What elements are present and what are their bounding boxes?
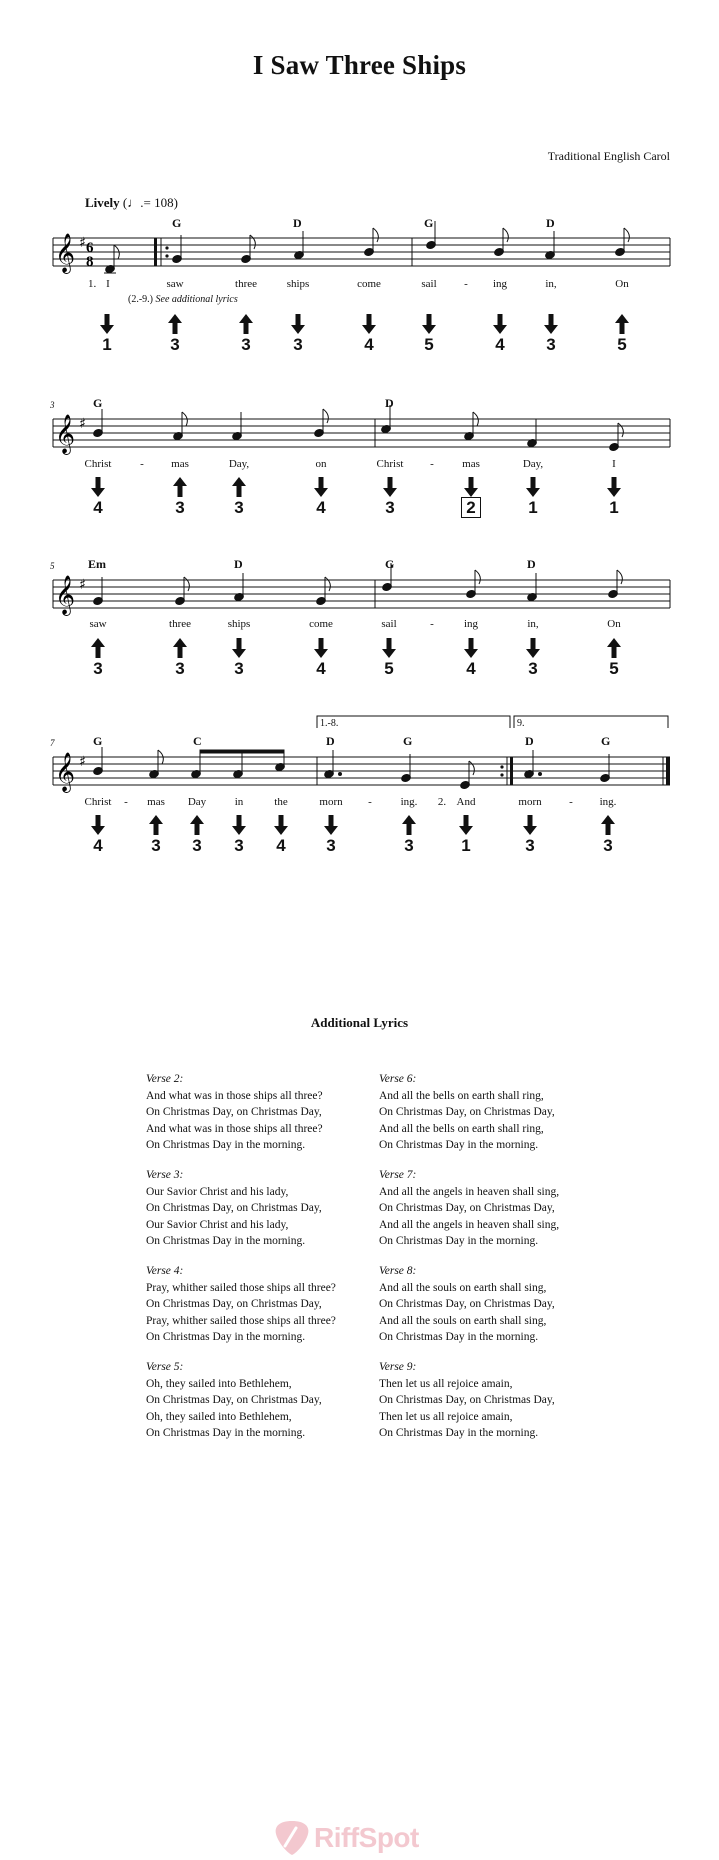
draw-hole-indicator bbox=[231, 314, 261, 354]
verse-line: Then let us all rejoice amain, bbox=[379, 1377, 513, 1390]
draw-hole-indicator bbox=[160, 314, 190, 354]
hole-number: 4 bbox=[466, 659, 476, 678]
draw-hole-indicator bbox=[165, 638, 195, 678]
verse-line: And what was in those ships all three? bbox=[146, 1089, 323, 1102]
svg-text:𝄞: 𝄞 bbox=[55, 414, 76, 454]
tempo-bpm: = 108 bbox=[143, 195, 174, 210]
hole-number: 3 bbox=[234, 498, 244, 517]
draw-arrow-icon bbox=[394, 815, 424, 835]
lyric-syllable: Day bbox=[187, 796, 207, 808]
hole-number: 5 bbox=[609, 659, 619, 678]
hole-number: 2 bbox=[456, 499, 486, 517]
lyric-syllable: Christ bbox=[84, 796, 112, 808]
lyric-syllable: mas bbox=[147, 796, 165, 808]
blow-arrow-icon bbox=[306, 638, 336, 658]
watermark-text: RiffSpot bbox=[314, 1822, 419, 1853]
verse-line: On Christmas Day, on Christmas Day, bbox=[146, 1106, 322, 1118]
lyric-syllable: mas bbox=[171, 458, 189, 470]
first-ending-label: 1.-8. bbox=[320, 718, 339, 729]
hole-number: 4 bbox=[276, 836, 286, 855]
blow-hole-indicator bbox=[456, 638, 486, 678]
verse-line: On Christmas Day in the morning. bbox=[146, 1235, 306, 1247]
blow-hole-indicator bbox=[224, 638, 254, 678]
lyric-syllable: ing. bbox=[400, 796, 418, 808]
lyric-syllable: saw bbox=[166, 278, 184, 290]
guitar-pick-icon bbox=[272, 1818, 312, 1858]
draw-hole-indicator bbox=[165, 477, 195, 517]
verse-block bbox=[146, 1359, 322, 1442]
blow-hole-indicator bbox=[518, 477, 548, 517]
hole-number: 3 bbox=[525, 836, 535, 855]
verse-line: And all the bells on earth shall ring, bbox=[379, 1122, 544, 1135]
verse-line: On Christmas Day in the morning. bbox=[379, 1235, 539, 1247]
verse-label: Verse 6: bbox=[379, 1073, 417, 1085]
verse-line: And all the angels in heaven shall sing, bbox=[379, 1218, 560, 1231]
lyric-syllable: On bbox=[607, 618, 621, 630]
lyric-syllable: morn bbox=[518, 796, 542, 808]
svg-text:♯: ♯ bbox=[79, 577, 86, 593]
chord-symbol: D bbox=[525, 734, 534, 748]
blow-arrow-icon bbox=[83, 477, 113, 497]
hole-number: 3 bbox=[175, 659, 185, 678]
svg-text:𝄞: 𝄞 bbox=[55, 575, 76, 615]
draw-arrow-icon bbox=[182, 815, 212, 835]
hole-number: 1 bbox=[461, 836, 471, 855]
draw-arrow-icon bbox=[607, 314, 637, 334]
svg-text:♯: ♯ bbox=[79, 754, 86, 770]
verse-line: On Christmas Day, on Christmas Day, bbox=[146, 1202, 322, 1214]
verse-block bbox=[146, 1167, 322, 1250]
svg-text:6: 6 bbox=[86, 240, 94, 256]
blow-hole-indicator bbox=[451, 815, 481, 855]
blow-hole-indicator bbox=[414, 314, 444, 354]
hole-number: 3 bbox=[151, 836, 161, 855]
blow-arrow-icon bbox=[518, 477, 548, 497]
blow-arrow-icon bbox=[456, 477, 486, 497]
lyric-hyphen: - bbox=[430, 618, 434, 630]
blow-arrow-icon bbox=[375, 477, 405, 497]
lyric-syllable: in, bbox=[545, 278, 557, 290]
blow-hole-indicator bbox=[83, 815, 113, 855]
lyric-syllable: the bbox=[274, 796, 288, 808]
blow-arrow-icon bbox=[224, 815, 254, 835]
verse-line: Pray, whither sailed those ships all three? bbox=[146, 1314, 336, 1327]
blow-arrow-icon bbox=[515, 815, 545, 835]
lyric-syllable: ing bbox=[463, 618, 479, 630]
lyric-syllable: morn bbox=[319, 796, 343, 808]
hole-number: 5 bbox=[617, 335, 627, 354]
chord-symbol: G bbox=[93, 396, 103, 410]
draw-arrow-icon bbox=[165, 638, 195, 658]
lyric-syllable: On bbox=[615, 278, 629, 290]
draw-arrow-icon bbox=[83, 638, 113, 658]
verse-line: And all the souls on earth shall sing, bbox=[379, 1314, 547, 1327]
verse-label: Verse 3: bbox=[146, 1169, 184, 1181]
verse-line: Our Savior Christ and his lady, bbox=[146, 1218, 289, 1231]
verse-line: And all the bells on earth shall ring, bbox=[379, 1089, 544, 1102]
blow-hole-indicator bbox=[375, 477, 405, 517]
lyric-syllable: on bbox=[315, 458, 327, 470]
verse-block bbox=[379, 1167, 559, 1250]
lyric-hyphen: - bbox=[464, 278, 468, 290]
second-ending-label: 9. bbox=[517, 718, 525, 729]
chord-symbol: G bbox=[172, 216, 182, 230]
verse-line: On Christmas Day in the morning. bbox=[146, 1331, 306, 1343]
hole-number: 3 bbox=[546, 335, 556, 354]
lyric-syllable: in, bbox=[527, 618, 539, 630]
hole-number: 1 bbox=[528, 498, 538, 517]
see-lyrics-note: See additional lyrics bbox=[155, 294, 238, 305]
lyric-syllable: I bbox=[612, 458, 616, 470]
verse-label: Verse 8: bbox=[379, 1265, 417, 1277]
blow-arrow-icon bbox=[92, 314, 122, 334]
chord-symbol: Em bbox=[88, 557, 106, 571]
svg-text:♯: ♯ bbox=[79, 416, 86, 432]
blow-arrow-icon bbox=[451, 815, 481, 835]
verse-line: Oh, they sailed into Bethlehem, bbox=[146, 1377, 292, 1390]
draw-arrow-icon bbox=[165, 477, 195, 497]
hole-number: 3 bbox=[93, 659, 103, 678]
verse-line: On Christmas Day in the morning. bbox=[379, 1139, 539, 1151]
hole-number: 3 bbox=[234, 659, 244, 678]
verse-line: On Christmas Day, on Christmas Day, bbox=[379, 1202, 555, 1214]
chord-symbol: G bbox=[403, 734, 413, 748]
lyric-syllable: saw bbox=[89, 618, 107, 630]
bar-number: 7 bbox=[50, 738, 55, 748]
lyric-syllable: ships bbox=[286, 278, 310, 290]
verse-line: On Christmas Day, on Christmas Day, bbox=[379, 1298, 555, 1310]
verse-line: On Christmas Day in the morning. bbox=[146, 1427, 306, 1439]
hole-number: 4 bbox=[316, 498, 326, 517]
draw-arrow-icon bbox=[224, 477, 254, 497]
verse-number: 1. bbox=[88, 278, 97, 290]
bar-number: 5 bbox=[50, 561, 55, 571]
lyric-syllable: ing bbox=[492, 278, 508, 290]
verse-line: Our Savior Christ and his lady, bbox=[146, 1185, 289, 1198]
chord-symbol: G bbox=[601, 734, 611, 748]
verse-number: 2. bbox=[437, 796, 447, 808]
verse-line: On Christmas Day, on Christmas Day, bbox=[146, 1298, 322, 1310]
draw-arrow-icon bbox=[599, 638, 629, 658]
blow-hole-indicator bbox=[306, 477, 336, 517]
verse-block bbox=[146, 1071, 323, 1154]
blow-arrow-icon bbox=[316, 815, 346, 835]
blow-arrow-icon bbox=[306, 477, 336, 497]
hole-number: 4 bbox=[93, 836, 103, 855]
hole-number: 3 bbox=[170, 335, 180, 354]
draw-hole-indicator bbox=[607, 314, 637, 354]
verse-block bbox=[379, 1263, 555, 1346]
blow-hole-indicator bbox=[456, 477, 486, 517]
blow-hole-indicator bbox=[599, 477, 629, 517]
lyric-hyphen: - bbox=[140, 458, 144, 470]
hole-number: 3 bbox=[234, 836, 244, 855]
verse-line: Pray, whither sailed those ships all three? bbox=[146, 1281, 336, 1294]
blow-hole-indicator bbox=[316, 815, 346, 855]
blow-hole-indicator bbox=[485, 314, 515, 354]
verse-block bbox=[379, 1071, 555, 1154]
lyric-hyphen: - bbox=[569, 796, 573, 808]
additional-lyrics-title: Additional Lyrics bbox=[310, 1015, 409, 1030]
blow-hole-indicator bbox=[283, 314, 313, 354]
blow-arrow-icon bbox=[599, 477, 629, 497]
blow-arrow-icon bbox=[83, 815, 113, 835]
verse-label: Verse 9: bbox=[379, 1361, 417, 1373]
hole-number: 5 bbox=[384, 659, 394, 678]
hole-number: 3 bbox=[241, 335, 251, 354]
chord-symbol: D bbox=[234, 557, 243, 571]
lyric-syllable: three bbox=[235, 278, 257, 290]
blow-hole-indicator bbox=[515, 815, 545, 855]
hole-number: 5 bbox=[424, 335, 434, 354]
draw-hole-indicator bbox=[141, 815, 171, 855]
verse-block bbox=[146, 1263, 336, 1346]
draw-arrow-icon bbox=[141, 815, 171, 835]
blow-arrow-icon bbox=[518, 638, 548, 658]
verse-line: On Christmas Day in the morning. bbox=[379, 1427, 539, 1439]
hole-number: 3 bbox=[175, 498, 185, 517]
verse-line: On Christmas Day, on Christmas Day, bbox=[146, 1394, 322, 1406]
svg-text:𝄞: 𝄞 bbox=[55, 752, 76, 792]
lyric-syllable: come bbox=[357, 278, 381, 290]
verse-line: And all the souls on earth shall sing, bbox=[379, 1281, 547, 1294]
chord-symbol: C bbox=[193, 734, 202, 748]
draw-hole-indicator bbox=[394, 815, 424, 855]
svg-text:♯: ♯ bbox=[79, 235, 86, 251]
tempo-marking: Lively (♩.= 108) bbox=[85, 195, 178, 210]
verse-line: On Christmas Day, on Christmas Day, bbox=[379, 1394, 555, 1406]
blow-arrow-icon bbox=[536, 314, 566, 334]
hole-number: 1 bbox=[609, 498, 619, 517]
verse-label: Verse 2: bbox=[146, 1073, 184, 1085]
blow-arrow-icon bbox=[224, 638, 254, 658]
hole-number: 3 bbox=[385, 498, 395, 517]
verse-line: On Christmas Day in the morning. bbox=[146, 1139, 306, 1151]
blow-hole-indicator bbox=[374, 638, 404, 678]
blow-arrow-icon bbox=[485, 314, 515, 334]
blow-arrow-icon bbox=[354, 314, 384, 334]
chord-symbol: D bbox=[385, 396, 394, 410]
song-title: I Saw Three Ships bbox=[252, 50, 467, 80]
verse-block bbox=[379, 1359, 555, 1442]
verse-range: (2.-9.) bbox=[128, 294, 153, 305]
tempo-word: Lively bbox=[85, 195, 120, 210]
blow-arrow-icon bbox=[456, 638, 486, 658]
lyric-hyphen: - bbox=[368, 796, 372, 808]
chord-symbol: D bbox=[326, 734, 335, 748]
blow-hole-indicator bbox=[306, 638, 336, 678]
chord-symbol: G bbox=[93, 734, 103, 748]
hole-number: 4 bbox=[364, 335, 374, 354]
blow-hole-indicator bbox=[83, 477, 113, 517]
hole-number: 3 bbox=[528, 659, 538, 678]
draw-hole-indicator bbox=[83, 638, 113, 678]
blow-hole-indicator bbox=[92, 314, 122, 354]
verse-label: Verse 7: bbox=[379, 1169, 417, 1181]
draw-hole-indicator bbox=[224, 477, 254, 517]
verse-line: Then let us all rejoice amain, bbox=[379, 1410, 513, 1423]
hole-number: 3 bbox=[293, 335, 303, 354]
lyric-syllable: Christ bbox=[376, 458, 404, 470]
verse-label: Verse 4: bbox=[146, 1265, 184, 1277]
draw-arrow-icon bbox=[160, 314, 190, 334]
verse-line: On Christmas Day, on Christmas Day, bbox=[379, 1106, 555, 1118]
riffspot-watermark bbox=[272, 1818, 452, 1858]
chord-symbol: D bbox=[293, 216, 302, 230]
blow-hole-indicator bbox=[224, 815, 254, 855]
lyric-hyphen: - bbox=[430, 458, 434, 470]
lyric-syllable: Christ bbox=[84, 458, 112, 470]
verse-line: On Christmas Day in the morning. bbox=[379, 1331, 539, 1343]
verse-line: Oh, they sailed into Bethlehem, bbox=[146, 1410, 292, 1423]
svg-text:𝄞: 𝄞 bbox=[55, 233, 76, 273]
lyric-syllable: three bbox=[169, 618, 191, 630]
blow-arrow-icon bbox=[414, 314, 444, 334]
hole-number: 3 bbox=[404, 836, 414, 855]
chord-symbol: G bbox=[385, 557, 395, 571]
lyric-syllable: mas bbox=[462, 458, 480, 470]
bar-number: 3 bbox=[50, 400, 55, 410]
lyric-syllable: in bbox=[234, 796, 244, 808]
verse-line: And what was in those ships all three? bbox=[146, 1122, 323, 1135]
hole-number: 4 bbox=[495, 335, 505, 354]
chord-symbol: D bbox=[546, 216, 555, 230]
draw-arrow-icon bbox=[231, 314, 261, 334]
blow-arrow-icon bbox=[283, 314, 313, 334]
blow-hole-indicator bbox=[518, 638, 548, 678]
lyric-syllable: ships bbox=[227, 618, 251, 630]
blow-arrow-icon bbox=[374, 638, 404, 658]
blow-arrow-icon bbox=[266, 815, 296, 835]
hole-number: 4 bbox=[93, 498, 103, 517]
blow-hole-indicator bbox=[354, 314, 384, 354]
hole-number: 3 bbox=[192, 836, 202, 855]
hole-number: 3 bbox=[603, 836, 613, 855]
staff-4 bbox=[0, 0, 719, 820]
draw-hole-indicator bbox=[599, 638, 629, 678]
svg-text:8: 8 bbox=[86, 254, 94, 270]
draw-hole-indicator bbox=[182, 815, 212, 855]
lyric-syllable: sail bbox=[421, 278, 437, 290]
lyric-hyphen: - bbox=[124, 796, 128, 808]
hole-number: 1 bbox=[102, 335, 112, 354]
hole-number: 4 bbox=[316, 659, 326, 678]
lyric-syllable: And bbox=[456, 796, 476, 808]
hole-number: 3 bbox=[326, 836, 336, 855]
composer-credit: Traditional English Carol bbox=[547, 149, 670, 163]
lyric-syllable: ing. bbox=[599, 796, 617, 808]
chord-symbol: D bbox=[527, 557, 536, 571]
blow-hole-indicator bbox=[266, 815, 296, 855]
draw-hole-indicator bbox=[593, 815, 623, 855]
lyric-syllable: sail bbox=[381, 618, 397, 630]
lyric-syllable: come bbox=[309, 618, 333, 630]
lyric-syllable: Day, bbox=[522, 458, 544, 470]
verse-line: And all the angels in heaven shall sing, bbox=[379, 1185, 560, 1198]
blow-hole-indicator bbox=[536, 314, 566, 354]
draw-arrow-icon bbox=[593, 815, 623, 835]
verse-label: Verse 5: bbox=[146, 1361, 184, 1373]
lyric-syllable: I bbox=[106, 278, 110, 290]
lyric-syllable: Day, bbox=[228, 458, 250, 470]
chord-symbol: G bbox=[424, 216, 434, 230]
